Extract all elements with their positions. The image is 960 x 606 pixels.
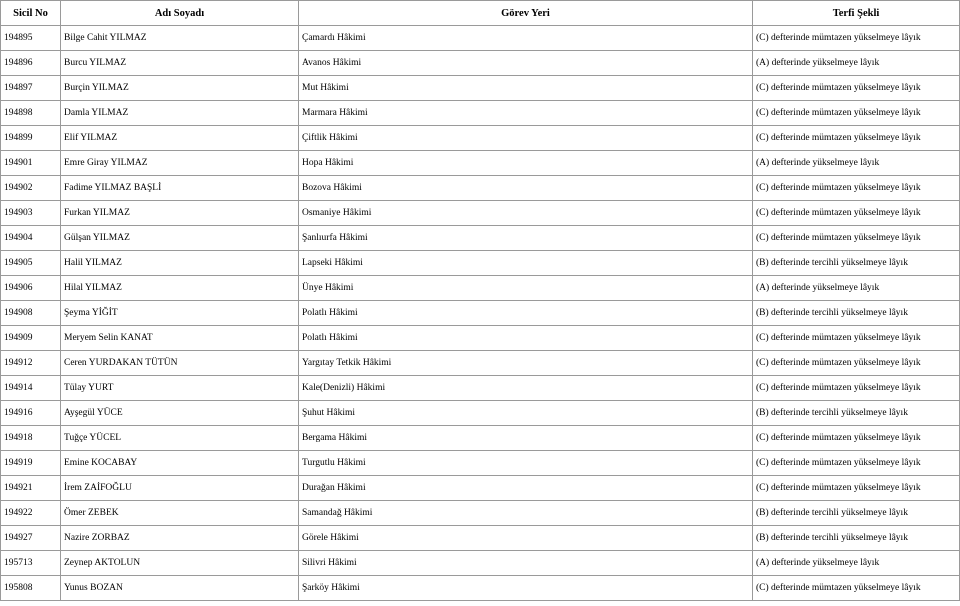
cell-terfi-sekli: (C) defterinde mümtazen yükselmeye lâyık: [753, 176, 960, 201]
cell-terfi-sekli: (C) defterinde mümtazen yükselmeye lâyık: [753, 426, 960, 451]
cell-sicil-no: 194898: [1, 101, 61, 126]
cell-gorev-yeri: Görele Hâkimi: [299, 526, 753, 551]
cell-terfi-sekli: (C) defterinde mümtazen yükselmeye lâyık: [753, 126, 960, 151]
cell-gorev-yeri: Çiftlik Hâkimi: [299, 126, 753, 151]
cell-sicil-no: 194908: [1, 301, 61, 326]
table-row: [1, 201, 960, 226]
cell-terfi-sekli: (B) defterinde tercihli yükselmeye lâyık: [753, 251, 960, 276]
cell-sicil-no: 194902: [1, 176, 61, 201]
table-row: [1, 26, 960, 51]
table-row: [1, 126, 960, 151]
cell-adi-soyadi: Bilge Cahit YILMAZ: [61, 26, 299, 51]
cell-terfi-sekli: (A) defterinde yükselmeye lâyık: [753, 151, 960, 176]
cell-adi-soyadi: Emine KOCABAY: [61, 451, 299, 476]
table-row: [1, 376, 960, 401]
cell-gorev-yeri: Kale(Denizli) Hâkimi: [299, 376, 753, 401]
cell-gorev-yeri: Mut Hâkimi: [299, 76, 753, 101]
cell-gorev-yeri: Polatlı Hâkimi: [299, 301, 753, 326]
cell-gorev-yeri: Şanlıurfa Hâkimi: [299, 226, 753, 251]
cell-sicil-no: 194901: [1, 151, 61, 176]
table-row: [1, 301, 960, 326]
cell-gorev-yeri: Bergama Hâkimi: [299, 426, 753, 451]
cell-sicil-no: 194918: [1, 426, 61, 451]
cell-terfi-sekli: (B) defterinde tercihli yükselmeye lâyık: [753, 526, 960, 551]
cell-gorev-yeri: Durağan Hâkimi: [299, 476, 753, 501]
header-adi-soyadi: Adı Soyadı: [61, 1, 299, 26]
table-row: [1, 351, 960, 376]
header-gorev-yeri: Görev Yeri: [299, 1, 753, 26]
cell-adi-soyadi: Emre Giray YILMAZ: [61, 151, 299, 176]
cell-adi-soyadi: Fadime YILMAZ BAŞLİ: [61, 176, 299, 201]
cell-adi-soyadi: Nazire ZORBAZ: [61, 526, 299, 551]
cell-sicil-no: 194905: [1, 251, 61, 276]
cell-sicil-no: 194903: [1, 201, 61, 226]
cell-gorev-yeri: Yargıtay Tetkik Hâkimi: [299, 351, 753, 376]
cell-gorev-yeri: Avanos Hâkimi: [299, 51, 753, 76]
cell-gorev-yeri: Samandağ Hâkimi: [299, 501, 753, 526]
cell-sicil-no: 195808: [1, 576, 61, 601]
cell-gorev-yeri: Polatlı Hâkimi: [299, 326, 753, 351]
table-row: [1, 276, 960, 301]
cell-terfi-sekli: (A) defterinde yükselmeye lâyık: [753, 551, 960, 576]
table-row: [1, 101, 960, 126]
cell-terfi-sekli: (C) defterinde mümtazen yükselmeye lâyık: [753, 26, 960, 51]
table-header-row: [1, 1, 960, 26]
cell-gorev-yeri: Hopa Hâkimi: [299, 151, 753, 176]
cell-adi-soyadi: Şeyma YİĞİT: [61, 301, 299, 326]
table-row: [1, 401, 960, 426]
table-row: [1, 551, 960, 576]
table-row: [1, 176, 960, 201]
table-row: [1, 426, 960, 451]
cell-gorev-yeri: Bozova Hâkimi: [299, 176, 753, 201]
cell-gorev-yeri: Şarköy Hâkimi: [299, 576, 753, 601]
cell-terfi-sekli: (C) defterinde mümtazen yükselmeye lâyık: [753, 351, 960, 376]
cell-adi-soyadi: Elif YILMAZ: [61, 126, 299, 151]
cell-gorev-yeri: Turgutlu Hâkimi: [299, 451, 753, 476]
cell-sicil-no: 194916: [1, 401, 61, 426]
cell-sicil-no: 194899: [1, 126, 61, 151]
table-row: [1, 226, 960, 251]
cell-adi-soyadi: Ayşegül YÜCE: [61, 401, 299, 426]
header-terfi-sekli: Terfi Şekli: [753, 1, 960, 26]
table-row: [1, 576, 960, 601]
cell-adi-soyadi: Meryem Selin KANAT: [61, 326, 299, 351]
cell-adi-soyadi: Zeynep AKTOLUN: [61, 551, 299, 576]
table-row: [1, 526, 960, 551]
cell-gorev-yeri: Lapseki Hâkimi: [299, 251, 753, 276]
cell-adi-soyadi: Tülay YURT: [61, 376, 299, 401]
cell-sicil-no: 194919: [1, 451, 61, 476]
table-body: [1, 26, 960, 601]
cell-sicil-no: 194895: [1, 26, 61, 51]
cell-terfi-sekli: (C) defterinde mümtazen yükselmeye lâyık: [753, 476, 960, 501]
cell-adi-soyadi: Ömer ZEBEK: [61, 501, 299, 526]
cell-adi-soyadi: Hilal YILMAZ: [61, 276, 299, 301]
header-sicil-no: Sicil No: [1, 1, 61, 26]
cell-gorev-yeri: Çamardı Hâkimi: [299, 26, 753, 51]
cell-adi-soyadi: Burcu YILMAZ: [61, 51, 299, 76]
cell-terfi-sekli: (C) defterinde mümtazen yükselmeye lâyık: [753, 226, 960, 251]
cell-sicil-no: 195713: [1, 551, 61, 576]
cell-sicil-no: 194912: [1, 351, 61, 376]
cell-sicil-no: 194896: [1, 51, 61, 76]
cell-gorev-yeri: Şuhut Hâkimi: [299, 401, 753, 426]
cell-adi-soyadi: Damla YILMAZ: [61, 101, 299, 126]
table-row: [1, 326, 960, 351]
cell-gorev-yeri: Osmaniye Hâkimi: [299, 201, 753, 226]
cell-terfi-sekli: (C) defterinde mümtazen yükselmeye lâyık: [753, 326, 960, 351]
cell-terfi-sekli: (B) defterinde tercihli yükselmeye lâyık: [753, 501, 960, 526]
table-row: [1, 501, 960, 526]
cell-terfi-sekli: (C) defterinde mümtazen yükselmeye lâyık: [753, 451, 960, 476]
cell-terfi-sekli: (B) defterinde tercihli yükselmeye lâyık: [753, 401, 960, 426]
cell-adi-soyadi: Ceren YURDAKAN TÜTÜN: [61, 351, 299, 376]
cell-adi-soyadi: İrem ZAİFOĞLU: [61, 476, 299, 501]
cell-terfi-sekli: (C) defterinde mümtazen yükselmeye lâyık: [753, 576, 960, 601]
table-row: [1, 451, 960, 476]
cell-terfi-sekli: (A) defterinde yükselmeye lâyık: [753, 51, 960, 76]
cell-terfi-sekli: (C) defterinde mümtazen yükselmeye lâyık: [753, 376, 960, 401]
table-row: [1, 51, 960, 76]
cell-sicil-no: 194904: [1, 226, 61, 251]
cell-gorev-yeri: Marmara Hâkimi: [299, 101, 753, 126]
table-row: [1, 151, 960, 176]
cell-adi-soyadi: Tuğçe YÜCEL: [61, 426, 299, 451]
cell-adi-soyadi: Yunus BOZAN: [61, 576, 299, 601]
table-row: [1, 476, 960, 501]
cell-terfi-sekli: (C) defterinde mümtazen yükselmeye lâyık: [753, 76, 960, 101]
cell-sicil-no: 194927: [1, 526, 61, 551]
cell-adi-soyadi: Gülşan YILMAZ: [61, 226, 299, 251]
cell-sicil-no: 194921: [1, 476, 61, 501]
cell-gorev-yeri: Silivri Hâkimi: [299, 551, 753, 576]
cell-terfi-sekli: (B) defterinde tercihli yükselmeye lâyık: [753, 301, 960, 326]
cell-terfi-sekli: (C) defterinde mümtazen yükselmeye lâyık: [753, 201, 960, 226]
cell-terfi-sekli: (C) defterinde mümtazen yükselmeye lâyık: [753, 101, 960, 126]
table-row: [1, 251, 960, 276]
cell-sicil-no: 194897: [1, 76, 61, 101]
cell-gorev-yeri: Ünye Hâkimi: [299, 276, 753, 301]
cell-sicil-no: 194909: [1, 326, 61, 351]
cell-sicil-no: 194914: [1, 376, 61, 401]
cell-sicil-no: 194922: [1, 501, 61, 526]
table-row: [1, 76, 960, 101]
cell-terfi-sekli: (A) defterinde yükselmeye lâyık: [753, 276, 960, 301]
cell-adi-soyadi: Halil YILMAZ: [61, 251, 299, 276]
cell-sicil-no: 194906: [1, 276, 61, 301]
cell-adi-soyadi: Burçin YILMAZ: [61, 76, 299, 101]
cell-adi-soyadi: Furkan YILMAZ: [61, 201, 299, 226]
